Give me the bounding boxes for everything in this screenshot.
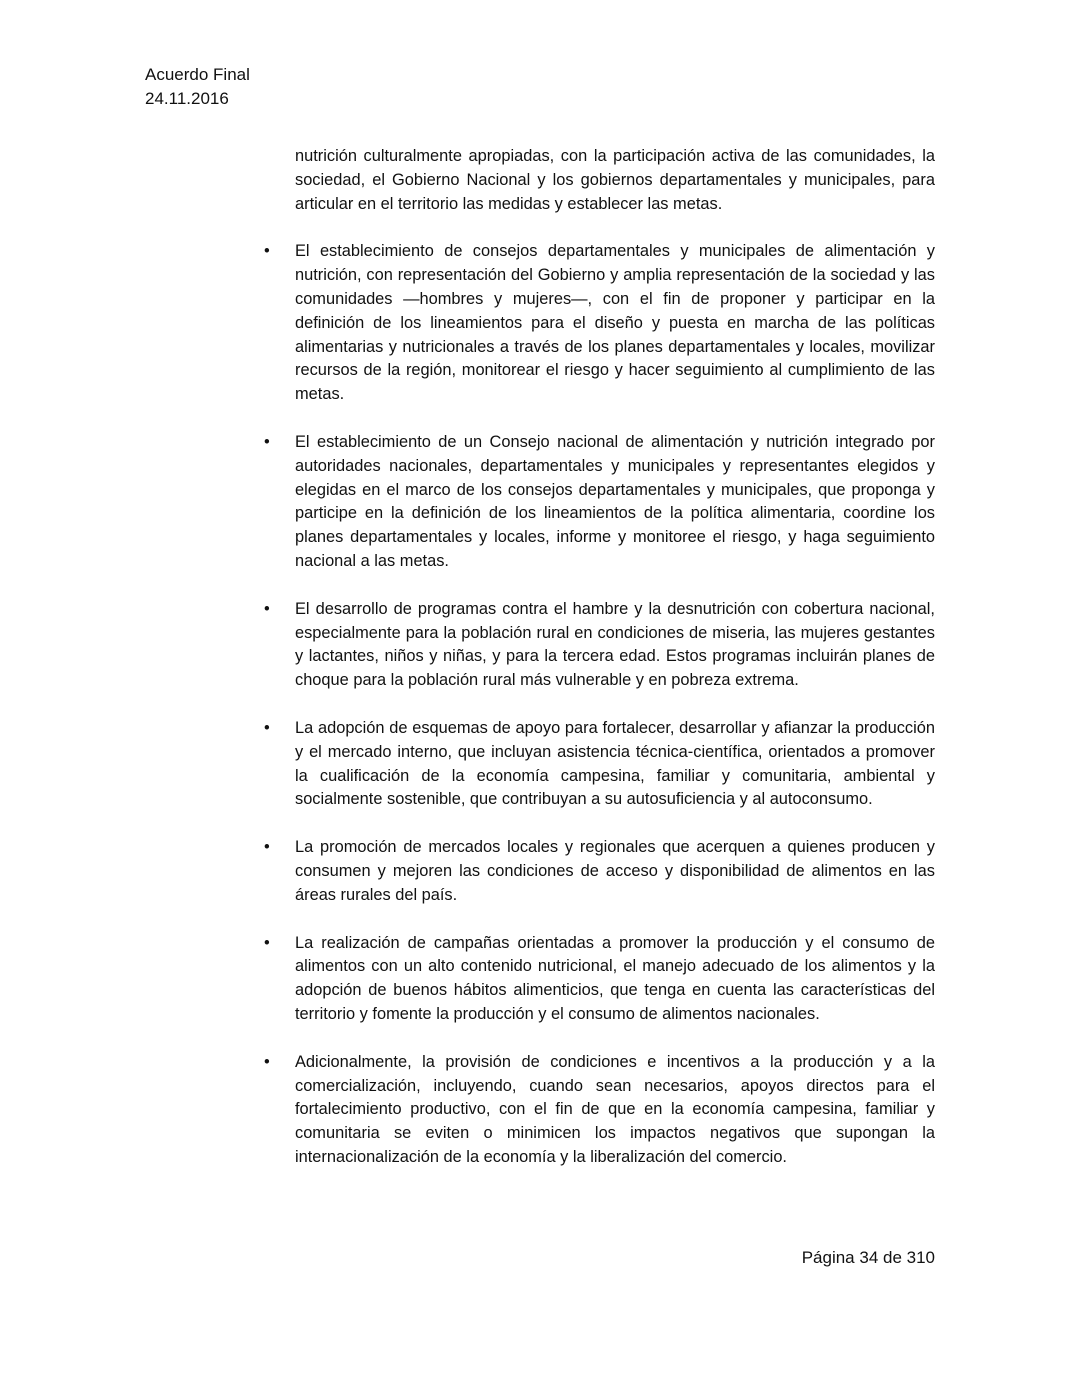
list-item-text: El establecimiento de consejos departamentales y municipales de alimentación y nutrición, con representación del Gobierno y amplia representación de la sociedad y las comunidades —hombres y mujeres—, con el fin de proponer y participar en la definición de los lineamientos para el diseño y puesta en marcha de las políticas alimentarias y nutricionales a través de los planes departamentales y locales, movilizar recursos de la región, monitorear el riesgo y hacer seguimiento al cumplimiento de las metas. [295, 242, 935, 404]
list-item [264, 717, 935, 812]
list-item-text: El establecimiento de un Consejo nacional de alimentación y nutrición integrado por autoridades nacionales, departamentales y municipales y representantes elegidos y elegidas en el marco de los consejos departamentales y municipales, que proponga y participe en la definición de los lineamientos de la política alimentaria, coordine los planes departamentales y locales, informe y monitoree el riesgo, y haga seguimiento nacional a las metas. [295, 432, 935, 570]
list-item [264, 598, 935, 693]
document-date: 24.11.2016 [145, 89, 229, 108]
bullet-icon: • [264, 432, 270, 451]
bullet-icon: • [264, 933, 270, 952]
bullet-icon: • [264, 242, 270, 261]
list-item-text: La adopción de esquemas de apoyo para fortalecer, desarrollar y afianzar la producción y el mercado interno, que incluyan asistencia técnica-científica, orientados a promover la cualificación de la economía campesina, familiar y comunitaria, ambiental y socialmente sostenible, que contribuyan a su autosuficiencia y al autoconsumo. [295, 718, 935, 809]
list-item [264, 240, 935, 407]
intro-paragraph: nutrición culturalmente apropiadas, con la participación activa de las comunidades, la sociedad, el Gobierno Nacional y los gobiernos departamentales y municipales, para articular en el territorio las medidas y establecer las metas. [295, 147, 935, 213]
document-body [264, 145, 935, 1170]
bullet-icon: • [264, 718, 270, 737]
bullet-list [264, 240, 935, 1169]
list-item [264, 932, 935, 1027]
list-item [264, 836, 935, 907]
list-item [264, 431, 935, 574]
document-header [145, 63, 250, 111]
list-item-text: La realización de campañas orientadas a promover la producción y el consumo de alimentos con un alto contenido nutricional, el manejo adecuado de los alimentos y la adopción de buenos hábitos alimenticios, que tenga en cuenta las características del territorio y fomente la producción y el consumo de alimentos nacionales. [295, 933, 935, 1023]
list-item-text: La promoción de mercados locales y regionales que acerquen a quienes producen y consumen y mejoren las condiciones de acceso y disponibilidad de alimentos en las áreas rurales del país. [295, 838, 935, 904]
bullet-icon: • [264, 599, 270, 618]
document-title: Acuerdo Final [145, 65, 250, 84]
list-item [264, 1051, 935, 1170]
list-item-text: Adicionalmente, la provisión de condiciones e incentivos a la producción y a la comercialización, incluyendo, cuando sean necesarios, apoyos directos para el fortalecimiento productivo, con el fin de que en la economía campesina, familiar y comunitaria se eviten o minimicen los impactos negativos que supongan la internacionalización de la economía y la liberalización del comercio. [295, 1052, 935, 1166]
bullet-icon: • [264, 838, 270, 857]
page-number: Página 34 de 310 [801, 1248, 935, 1267]
list-item-text: El desarrollo de programas contra el hambre y la desnutrición con cobertura nacional, especialmente para la población rural en condiciones de miseria, las mujeres gestantes y lactantes, niños y niñas, y para la tercera edad. Estos programas incluirán planes de choque para la población rural más vulnerable y en pobreza extrema. [295, 599, 935, 690]
bullet-icon: • [264, 1052, 270, 1071]
